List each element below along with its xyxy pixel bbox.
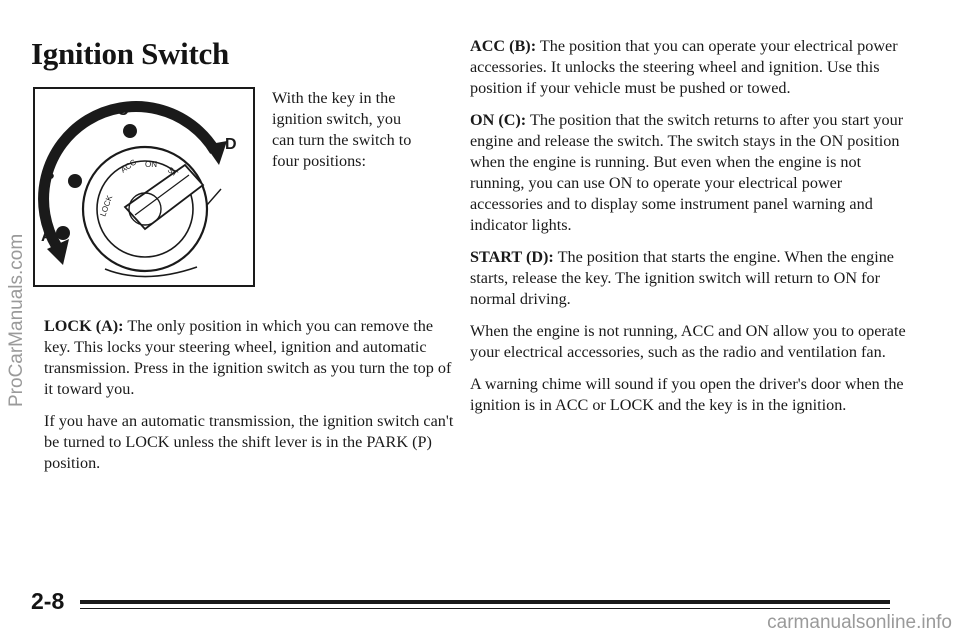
callout-c: C xyxy=(117,102,129,119)
paragraph-on-body: The position that the switch returns to after you start your engine and release the switch. The switch stays in the ON position when the engine is running. But even when the engine is not running, you can use ON to operate your electrical power accessories and to display some instrument panel warning and indicator lights. xyxy=(470,111,904,234)
callout-d: D xyxy=(225,136,237,153)
left-column-text xyxy=(44,316,454,485)
right-column-text xyxy=(470,36,910,427)
section-heading: Ignition Switch xyxy=(31,36,229,71)
position-dot-a xyxy=(56,226,70,240)
paragraph-accessories-body: When the engine is not running, ACC and ON allow you to operate your electrical accessories, such as the radio and ventilation fan. xyxy=(470,322,906,361)
paragraph-warning-chime xyxy=(470,374,910,416)
column-edge-line xyxy=(207,189,221,205)
side-watermark: ProCarManuals.com xyxy=(6,233,27,407)
term-lock: LOCK (A): xyxy=(44,317,124,335)
footer-rule-thick xyxy=(80,600,890,604)
paragraph-start xyxy=(470,247,910,310)
paragraph-lock xyxy=(44,316,454,400)
position-dot-b xyxy=(68,174,82,188)
paragraph-automatic-note xyxy=(44,411,454,474)
paragraph-acc-body: The position that you can operate your electrical power accessories. It unlocks the steering wheel and ignition. Use this position if your vehicle must be pushed or towed. xyxy=(470,37,898,97)
dial-label-on: ON xyxy=(145,160,157,169)
paragraph-acc xyxy=(470,36,910,99)
dial-label-acc: ACC xyxy=(118,157,138,175)
paragraph-start-body: The position that starts the engine. When the engine starts, release the key. The ignition switch will return to ON for normal driving. xyxy=(470,248,894,308)
page-number: 2-8 xyxy=(31,588,65,614)
ignition-switch-drawing xyxy=(35,89,253,285)
callout-b: B xyxy=(43,166,55,183)
dial-label-lock: LOCK xyxy=(98,194,115,218)
term-on: ON (C): xyxy=(470,111,527,129)
paragraph-warning-chime-body: A warning chime will sound if you open the driver's door when the ignition is in ACC or LOCK and the key is in the ignition. xyxy=(470,375,904,414)
dial-label-start: ST xyxy=(165,165,180,179)
callout-a: A xyxy=(41,228,53,245)
ignition-switch-illustration xyxy=(33,87,255,287)
paragraph-automatic-note-body: If you have an automatic transmission, the ignition switch can't be turned to LOCK unless the shift lever is in the PARK (P) position. xyxy=(44,412,454,472)
paragraph-accessories xyxy=(470,321,910,363)
term-start: START (D): xyxy=(470,248,554,266)
position-dot-c xyxy=(123,124,137,138)
term-acc: ACC (B): xyxy=(470,37,537,55)
arrow-start-end xyxy=(205,141,227,165)
intro-text: With the key in the ignition switch, you can turn the switch to four positions: xyxy=(272,89,412,170)
paragraph-lock-body: The only position in which you can remove the key. This locks your steering wheel, ignition and automatic transmission. Press in the ignition switch as you turn the top of it toward you. xyxy=(44,317,452,398)
footer-rule-thin xyxy=(80,608,890,609)
paragraph-on xyxy=(470,110,910,236)
bottom-watermark: carmanualsonline.info xyxy=(767,612,952,633)
